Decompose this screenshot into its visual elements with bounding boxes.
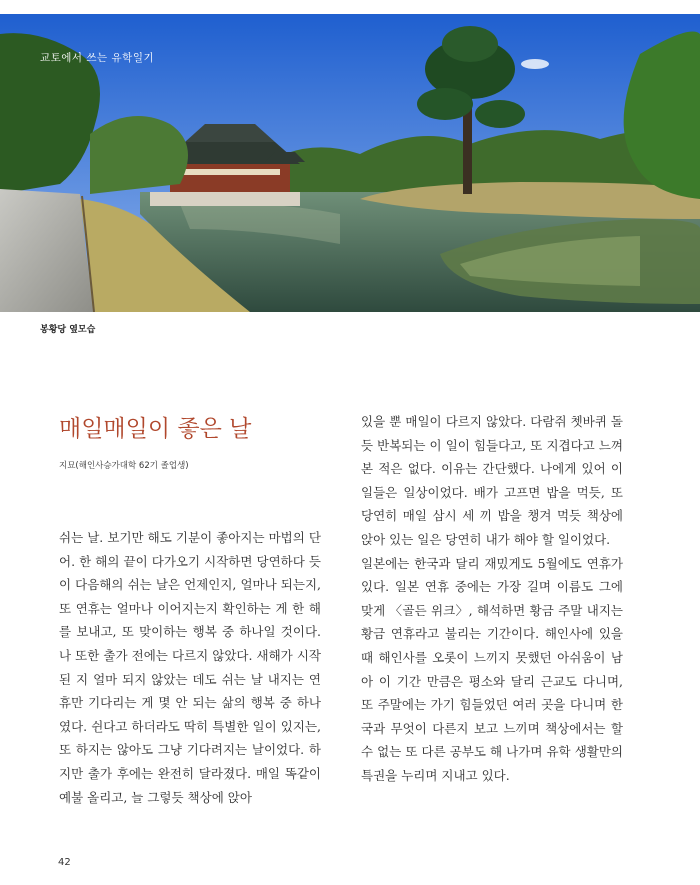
article-byline: 지묘(해인사승가대학 62기 졸업생) [59, 461, 189, 471]
left-column [59, 526, 321, 809]
page-number: 42 [58, 857, 71, 868]
paragraph: 있을 뿐 매일이 다르지 않았다. 다람쥐 쳇바퀴 돌 듯 반복되는 이 일이 힘들다고, 또 지겹다고 느껴본 적은 없다. 이유는 간단했다. 나에게 있어 이 일들은 일상이었다. 배가 고프면 밥을 먹듯, 또 당연히 매일 삼시 세 끼 밥을 챙겨 먹듯 책상에 앉아 있는 일은 당연히 내가 해야 할 일이었다. [361, 414, 623, 547]
article-title: 매일매일이 좋은 날 [59, 416, 252, 442]
paragraph: 쉬는 날. 보기만 해도 기분이 좋아지는 마법의 단어. 한 해의 끝이 다가오기 시작하면 당연하다 듯이 다음해의 쉬는 날은 언제인지, 얼마나 되는지, 또 연휴는 얼마나 이어지는지 확인하는 게 한 해를 보내고, 또 맞이하는 행복 중 하나일 것이다. 나 또한 출가 전에는 다르지 않았다. 새해가 시작된 지 얼마 되지 않았는 데도 쉬는 날 내지는 연휴만 기다리는 게 몇 안 되는 삶의 행복 중 하나였다. 쉰다고 하더라도 딱히 특별한 일이 있지는, 또 하지는 않아도 그냥 기다려지는 날이었다. 하지만 출가 후에는 완전히 달라졌다. 매일 똑같이 예불 올리고, 늘 그렇듯 책상에 앉아 [59, 530, 321, 805]
paragraph: 일본에는 한국과 달리 재밌게도 5월에도 연휴가 있다. 일본 연휴 중에는 가장 길며 이름도 그에 맞게 〈골든 위크〉, 해석하면 황금 주말 내지는 황금 연휴라고 불리는 기간이다. 해인사에 있을 때 해인사를 오롯이 느끼지 못했던 아쉬움이 남아 이 기간 만큼은 평소와 달리 근교도 다니며, 또 주말에는 가기 힘들었던 여러 곳을 다니며 한국과 무엇이 다른지 보고 느끼며 책상에서는 할 수 없는 또 다른 공부도 해 나가며 유학 생활만의 특권을 누리며 지내고 있다. [361, 555, 623, 783]
series-label: 교토에서 쓰는 유학일기 [40, 52, 155, 64]
right-column [361, 410, 623, 788]
photo-caption: 봉황당 옆모습 [40, 325, 96, 335]
